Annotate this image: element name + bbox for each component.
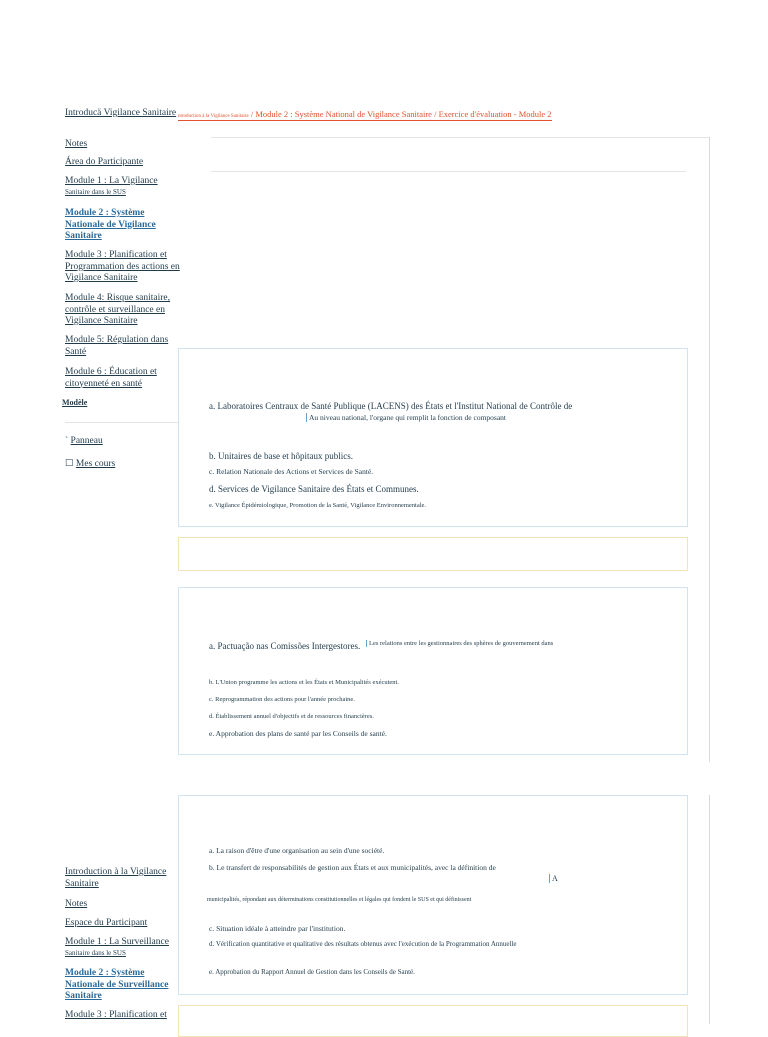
sidebar-item-label: Module 1 : La Vigilance: [65, 176, 158, 186]
content-right-border-lower: [709, 795, 710, 1024]
sidebar-item-module-3[interactable]: Module 3 : Planification et: [65, 1010, 167, 1020]
notice-box-lower: [178, 1005, 688, 1037]
q3-option-b-continued: municipalités, répondant aux déterminations constitutionnelles et légales qui fondent le SUS et qui définissent: [207, 897, 472, 903]
sidebar-item-notes[interactable]: Notes: [65, 899, 88, 909]
q2-option-a[interactable]: a. Pactuação nas Comissões Intergestores.: [209, 641, 361, 651]
q3-option-e[interactable]: e. Approbation du Rapport Annuel de Gestion dans les Conseils de Santé.: [209, 968, 415, 976]
q2-option-e[interactable]: e. Approbation des plans de santé par les Conseils de santé.: [209, 729, 387, 738]
breadcrumb-course-link[interactable]: ntroduction à la Vigilance Sanitaire: [178, 114, 249, 119]
sidebar-item-sublabel: Sanitaire dans le SUS: [65, 948, 126, 957]
sidebar-item-module-5[interactable]: Module 5: Régulation dans Santé: [65, 335, 169, 357]
sidebar-item-label: Panneau: [70, 436, 103, 446]
sidebar-divider: [65, 422, 179, 423]
sidebar-item-participant-area[interactable]: Espace du Participant: [65, 918, 148, 928]
q3-option-d[interactable]: d. Vérification quantitative et qualitative des résultats obtenus avec l'exécution de la Programmation Annuelle: [209, 940, 517, 948]
breadcrumb-separator: /: [248, 109, 256, 119]
sidebar-item-module-3[interactable]: Module 3 : Planification et Programmation des actions en Vigilance Sanitaire: [65, 250, 180, 283]
q2-option-d[interactable]: d. Établissement annuel d'objectifs et de ressources financières.: [209, 713, 374, 720]
q2-feedback: Les relations entre les gestionnaires des sphères de gouvernement dans: [366, 640, 553, 647]
sidebar-item-sublabel: Sanitaire dans le SUS: [65, 187, 126, 196]
question-3-box: [178, 795, 688, 995]
notice-box: [178, 537, 688, 571]
sidebar-item-module-2[interactable]: Module 2 : Système Nationale de Vigilance Sanitaire: [65, 208, 156, 241]
sidebar-item-participant-area[interactable]: Área do Participante: [65, 157, 144, 167]
sidebar-item-panel[interactable]: [65, 436, 180, 448]
sidebar-item-notes[interactable]: Notes: [65, 139, 88, 149]
q3-option-a[interactable]: a. La raison d'être d'une organisation au sein d'une société.: [209, 846, 385, 855]
sidebar-item-model[interactable]: Modèle: [62, 398, 88, 407]
content-divider: [211, 171, 686, 172]
breadcrumb: [178, 109, 552, 121]
breadcrumb-module-link[interactable]: Module 2 : Système National de Vigilance Sanitaire: [255, 109, 432, 119]
q1-option-a[interactable]: a. Laboratoires Centraux de Santé Publique (LACENS) des États et l'Institut National de Contrôle de: [209, 401, 573, 411]
sidebar-item-label: Module 1 : La Surveillance: [65, 937, 169, 947]
breadcrumb-separator: /: [431, 109, 439, 119]
q1-feedback: Au niveau national, l'organe qui remplit la fonction de composant: [306, 413, 506, 422]
q1-option-d[interactable]: d. Services de Vigilance Sanitaire des États et Communes.: [209, 484, 419, 494]
question-1-box: [178, 348, 688, 527]
sidebar-item-label: Mes cours: [75, 459, 116, 469]
q3-feedback: A: [549, 874, 558, 883]
q3-option-b[interactable]: b. Le transfert de responsabilités de gestion aux États et aux municipalités, avec la définition de: [209, 863, 496, 872]
checkbox-icon: ☐: [65, 459, 74, 469]
sidebar-item-my-courses[interactable]: [65, 459, 180, 471]
q1-option-b[interactable]: b. Unitaires de base et hôpitaux publics.: [209, 451, 353, 461]
sidebar-item-intro[interactable]: Introducä Vigilance Sanitaire: [65, 108, 177, 118]
bullet-icon: ˋ: [65, 436, 69, 446]
sidebar-item-module-4[interactable]: Module 4: Risque sanitaire, contrôle et surveillance en Vigilance Sanitaire: [65, 293, 171, 326]
q1-option-e[interactable]: e. Vigilance Épidémiologique, Promotion de la Santé, Vigilance Environnementale.: [209, 502, 427, 509]
sidebar-item-intro[interactable]: Introduction à la Vigilance Sanitaire: [65, 867, 167, 889]
sidebar-item-module-1[interactable]: [65, 176, 180, 197]
breadcrumb-current-page: Exercice d'évaluation - Module 2: [438, 109, 552, 119]
content-right-border: [709, 137, 710, 762]
q2-option-c[interactable]: c. Reprogrammation des actions pour l'année prochaine.: [209, 696, 355, 703]
content-top-border: [211, 137, 709, 138]
q1-option-c[interactable]: c. Relation Nationale des Actions et Services de Santé.: [209, 467, 374, 476]
q2-option-b[interactable]: b. L'Union programme les actions et les États et Municipalités exécutent.: [209, 679, 399, 686]
sidebar-item-module-6[interactable]: Module 6 : Éducation et citoyenneté en santé: [65, 367, 157, 389]
q3-option-c[interactable]: c. Situation idéale à atteindre par l'institution.: [209, 924, 346, 933]
sidebar-item-module-2[interactable]: Module 2 : Système Nationale de Surveillance Sanitaire: [65, 968, 169, 1001]
sidebar-item-module-1[interactable]: [65, 937, 180, 958]
